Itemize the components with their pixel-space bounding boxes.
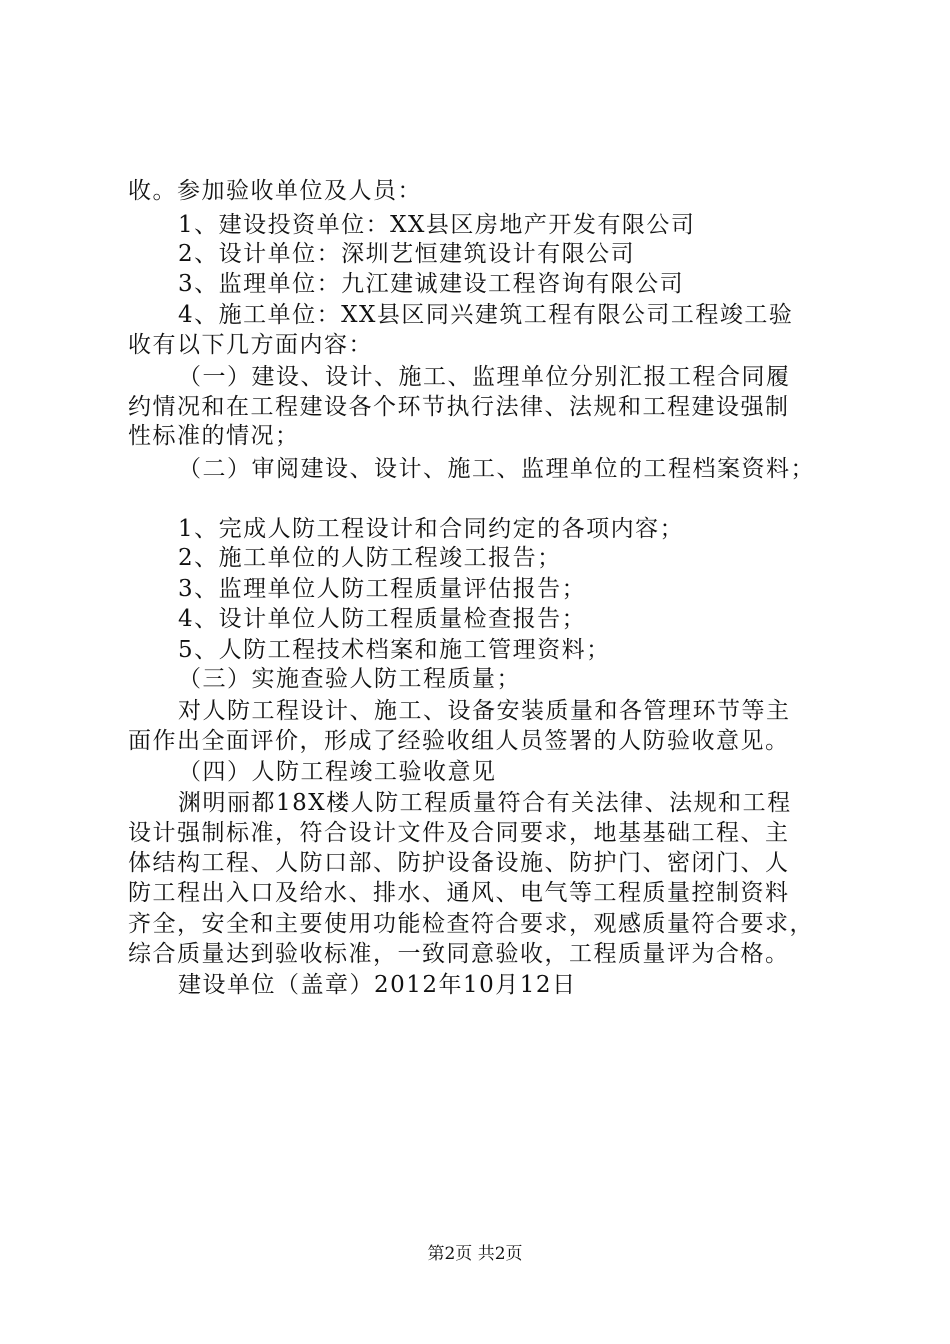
text-line: （三）实施查验人防工程质量；	[178, 666, 521, 692]
text-line: 约情况和在工程建设各个环节执行法律、法规和工程建设强制	[128, 394, 790, 420]
text-line: 综合质量达到验收标准，一致同意验收，工程质量评为合格。	[128, 941, 790, 967]
text-line: 对人防工程设计、施工、设备安装质量和各管理环节等主	[178, 698, 791, 724]
text-line: 齐全，安全和主要使用功能检查符合要求，观感质量符合要求，	[128, 911, 814, 937]
text-line: 2、施工单位的人防工程竣工报告；	[178, 545, 562, 571]
text-line: 3、监理单位：九江建诚建设工程咨询有限公司	[178, 271, 685, 297]
text-line: 防工程出入口及给水、排水、通风、电气等工程质量控制资料	[128, 880, 790, 906]
text-line: 面作出全面评价，形成了经验收组人员签署的人防验收意见。	[128, 728, 790, 754]
text-line: 2、设计单位：深圳艺恒建筑设计有限公司	[178, 241, 636, 267]
text-line: 收。参加验收单位及人员：	[128, 178, 422, 204]
text-line: 4、设计单位人防工程质量检查报告；	[178, 606, 587, 632]
text-line: 体结构工程、人防口部、防护设备设施、防护门、密闭门、人	[128, 850, 790, 876]
text-line: 建设单位（盖章）2012年10月12日	[178, 972, 577, 998]
text-line: 3、监理单位人防工程质量评估报告；	[178, 576, 587, 602]
text-line: （四）人防工程竣工验收意见	[178, 759, 497, 785]
text-line: （二）审阅建设、设计、施工、监理单位的工程档案资料；	[178, 456, 815, 482]
text-line: 设计强制标准，符合设计文件及合同要求，地基基础工程、主	[128, 820, 790, 846]
text-line: 1、完成人防工程设计和合同约定的各项内容；	[178, 516, 685, 542]
page-number-footer: 第2页 共2页	[427, 1244, 523, 1264]
text-line: 4、施工单位：XX县区同兴建筑工程有限公司工程竣工验	[178, 302, 794, 328]
text-line: 收有以下几方面内容：	[128, 332, 373, 358]
text-line: 1、建设投资单位：XX县区房地产开发有限公司	[178, 212, 696, 238]
text-line: 性标准的情况；	[128, 423, 300, 449]
text-line: 5、人防工程技术档案和施工管理资料；	[178, 637, 611, 663]
text-line: （一）建设、设计、施工、监理单位分别汇报工程合同履	[178, 364, 791, 390]
text-line: 渊明丽都18X楼人防工程质量符合有关法律、法规和工程	[178, 790, 792, 816]
